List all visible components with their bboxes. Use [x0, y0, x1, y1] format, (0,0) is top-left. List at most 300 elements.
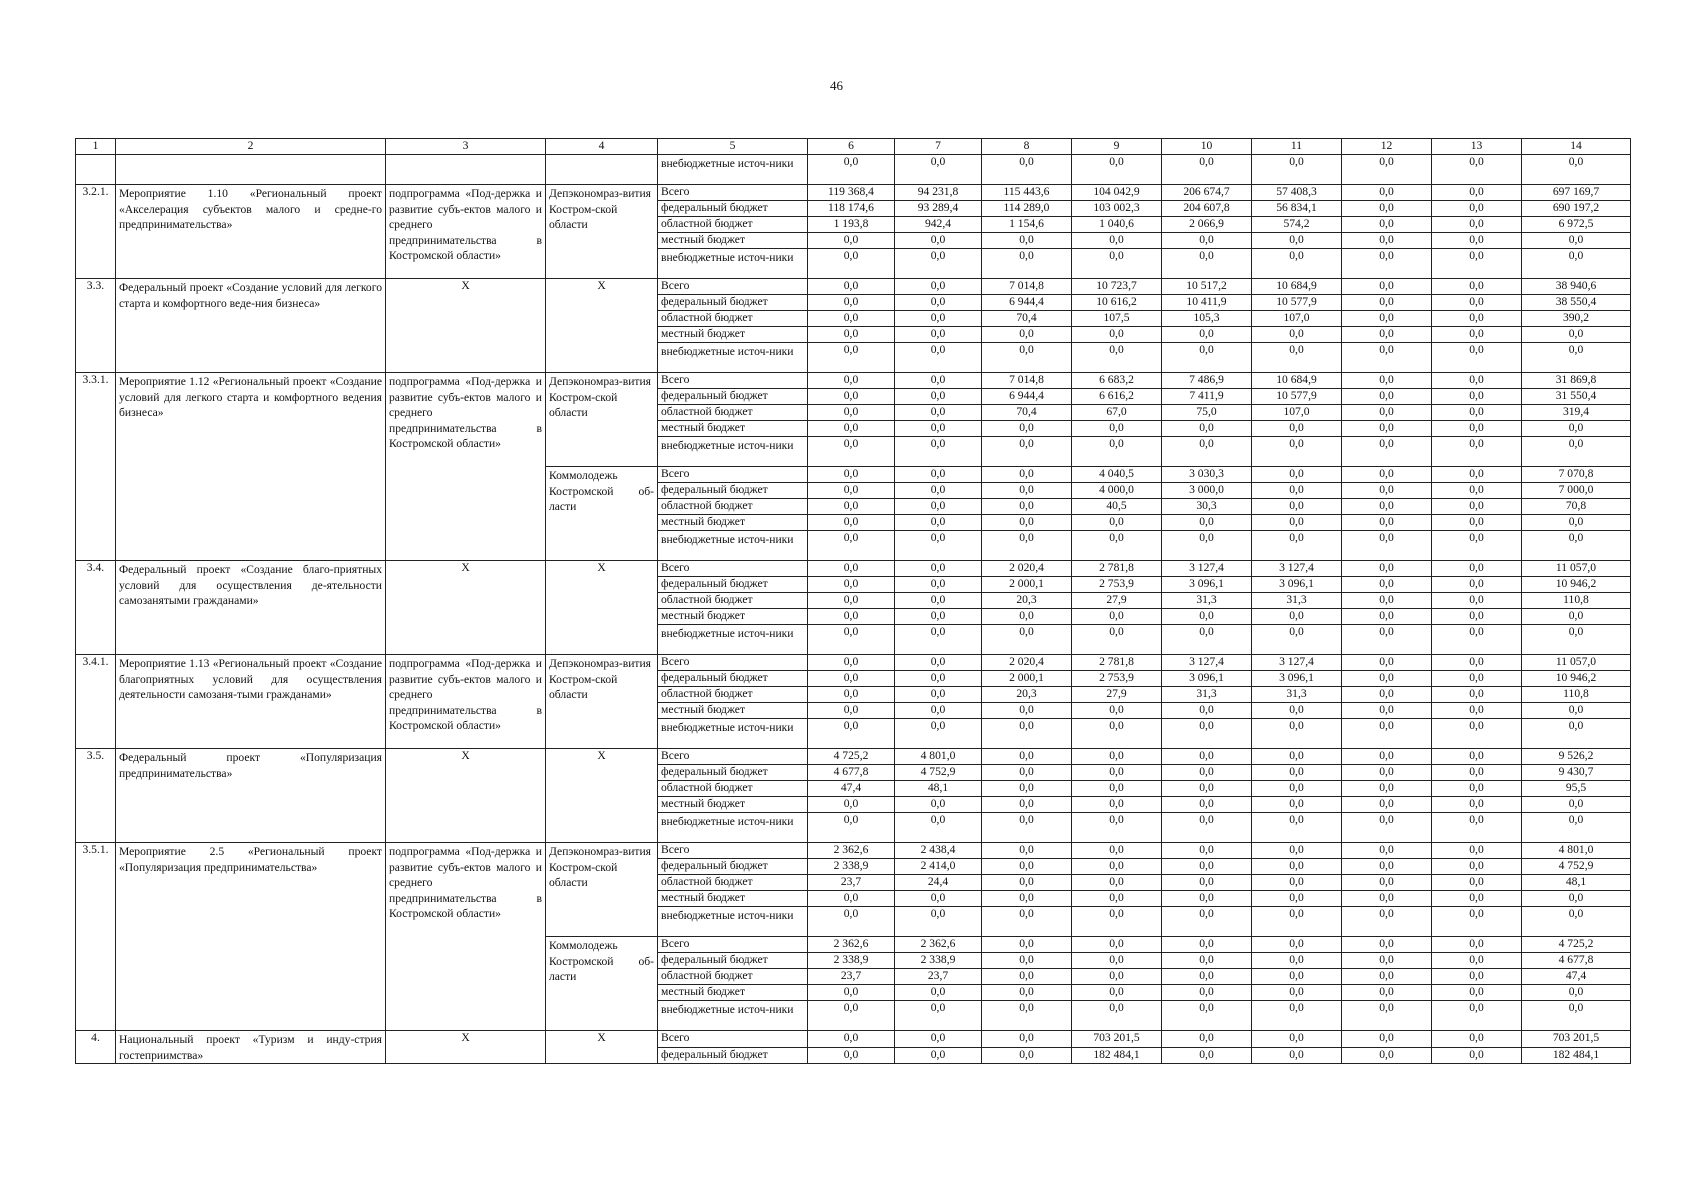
amount-cell: 7 014,8 — [982, 279, 1072, 295]
amount-cell: 0,0 — [1252, 719, 1342, 749]
amount-cell: 0,0 — [1252, 343, 1342, 373]
amount-cell: 0,0 — [1432, 859, 1522, 875]
amount-cell: 31,3 — [1162, 593, 1252, 609]
amount-cell: 24,4 — [895, 875, 982, 891]
amount-cell: 4 677,8 — [1522, 953, 1631, 969]
funding-source: областной бюджет — [658, 311, 808, 327]
funding-source: областной бюджет — [658, 217, 808, 233]
amount-cell: 0,0 — [808, 577, 895, 593]
amount-cell: 0,0 — [982, 985, 1072, 1001]
funding-source: внебюджетные источ-ники — [658, 343, 808, 373]
amount-cell: 67,0 — [1072, 405, 1162, 421]
amount-cell: 0,0 — [1342, 687, 1432, 703]
table-row — [76, 843, 1631, 859]
amount-cell: 0,0 — [895, 813, 982, 843]
amount-cell: 6 972,5 — [1522, 217, 1631, 233]
amount-cell: 0,0 — [982, 969, 1072, 985]
amount-cell: 0,0 — [1252, 813, 1342, 843]
amount-cell: 0,0 — [1432, 405, 1522, 421]
amount-cell: 0,0 — [1432, 561, 1522, 577]
amount-cell: 0,0 — [1522, 609, 1631, 625]
amount-cell: 0,0 — [1342, 671, 1432, 687]
amount-cell: 0,0 — [1432, 531, 1522, 561]
amount-cell: 0,0 — [1432, 655, 1522, 671]
amount-cell: 0,0 — [1522, 1001, 1631, 1031]
item-code: 3.2.1. — [76, 185, 116, 279]
funding-source: Всего — [658, 749, 808, 765]
amount-cell: 2 781,8 — [1072, 561, 1162, 577]
funding-source: федеральный бюджет — [658, 671, 808, 687]
amount-cell: 0,0 — [895, 405, 982, 421]
amount-cell: 23,7 — [808, 875, 895, 891]
amount-cell: 0,0 — [1072, 437, 1162, 467]
amount-cell: 0,0 — [808, 233, 895, 249]
funding-source: внебюджетные источ-ники — [658, 625, 808, 655]
amount-cell: 0,0 — [1072, 813, 1162, 843]
amount-cell: 7 486,9 — [1162, 373, 1252, 389]
amount-cell: 0,0 — [982, 937, 1072, 953]
amount-cell: 0,0 — [895, 295, 982, 311]
column-number: 6 — [808, 139, 895, 155]
amount-cell: 56 834,1 — [1252, 201, 1342, 217]
funding-source: местный бюджет — [658, 421, 808, 437]
table-row — [76, 185, 1631, 201]
amount-cell: 0,0 — [895, 625, 982, 655]
amount-cell: 107,0 — [1252, 405, 1342, 421]
amount-cell: 110,8 — [1522, 593, 1631, 609]
amount-cell: 2 020,4 — [982, 655, 1072, 671]
amount-cell: 0,0 — [1162, 765, 1252, 781]
amount-cell: 0,0 — [982, 765, 1072, 781]
amount-cell: 0,0 — [982, 797, 1072, 813]
amount-cell: 0,0 — [1252, 1031, 1342, 1048]
amount-cell: 0,0 — [1162, 813, 1252, 843]
funding-source: областной бюджет — [658, 969, 808, 985]
table-row — [76, 279, 1631, 295]
amount-cell: 7 014,8 — [982, 373, 1072, 389]
amount-cell: 0,0 — [1342, 389, 1432, 405]
funding-source: Всего — [658, 279, 808, 295]
amount-cell: 0,0 — [982, 625, 1072, 655]
amount-cell: 0,0 — [982, 327, 1072, 343]
amount-cell: 0,0 — [895, 279, 982, 295]
amount-cell: 0,0 — [1522, 327, 1631, 343]
item-executor: X — [546, 1031, 658, 1064]
table-row — [76, 155, 1631, 185]
amount-cell: 0,0 — [1342, 217, 1432, 233]
amount-cell: 3 127,4 — [1252, 561, 1342, 577]
amount-cell: 0,0 — [1342, 155, 1432, 185]
amount-cell: 0,0 — [1342, 483, 1432, 499]
amount-cell: 0,0 — [895, 891, 982, 907]
amount-cell: 40,5 — [1072, 499, 1162, 515]
amount-cell: 0,0 — [895, 311, 982, 327]
amount-cell: 0,0 — [1162, 875, 1252, 891]
amount-cell: 0,0 — [1072, 765, 1162, 781]
item-executor: X — [546, 749, 658, 843]
amount-cell: 0,0 — [1432, 279, 1522, 295]
amount-cell: 0,0 — [1432, 295, 1522, 311]
amount-cell: 0,0 — [1252, 843, 1342, 859]
amount-cell: 0,0 — [808, 483, 895, 499]
funding-source: Всего — [658, 1031, 808, 1048]
amount-cell: 0,0 — [1342, 233, 1432, 249]
amount-cell: 0,0 — [1432, 389, 1522, 405]
item-executor: Депэкономраз-вития Костром-ской области — [546, 655, 658, 749]
amount-cell: 0,0 — [1432, 343, 1522, 373]
amount-cell: 30,3 — [1162, 499, 1252, 515]
amount-cell: 0,0 — [808, 405, 895, 421]
amount-cell: 0,0 — [982, 483, 1072, 499]
amount-cell: 6 944,4 — [982, 295, 1072, 311]
amount-cell: 0,0 — [1342, 625, 1432, 655]
amount-cell: 0,0 — [895, 343, 982, 373]
amount-cell: 105,3 — [1162, 311, 1252, 327]
amount-cell: 0,0 — [1432, 155, 1522, 185]
amount-cell: 1 154,6 — [982, 217, 1072, 233]
item-executor: Депэкономраз-вития Костром-ской области — [546, 373, 658, 467]
amount-cell: 0,0 — [895, 719, 982, 749]
amount-cell: 115 443,6 — [982, 185, 1072, 201]
amount-cell: 0,0 — [1342, 531, 1432, 561]
table-row — [76, 561, 1631, 577]
amount-cell: 0,0 — [895, 655, 982, 671]
amount-cell: 0,0 — [1522, 437, 1631, 467]
amount-cell: 0,0 — [808, 437, 895, 467]
amount-cell: 0,0 — [1342, 813, 1432, 843]
funding-source: федеральный бюджет — [658, 295, 808, 311]
amount-cell: 0,0 — [1342, 279, 1432, 295]
amount-cell: 0,0 — [982, 719, 1072, 749]
amount-cell: 0,0 — [1432, 249, 1522, 279]
amount-cell: 0,0 — [1432, 953, 1522, 969]
amount-cell: 31,3 — [1162, 687, 1252, 703]
amount-cell: 0,0 — [895, 499, 982, 515]
amount-cell: 0,0 — [895, 327, 982, 343]
amount-cell: 48,1 — [895, 781, 982, 797]
item-code: 4. — [76, 1031, 116, 1064]
funding-source: внебюджетные источ-ники — [658, 1001, 808, 1031]
amount-cell: 0,0 — [1432, 483, 1522, 499]
amount-cell: 0,0 — [1162, 891, 1252, 907]
amount-cell: 9 430,7 — [1522, 765, 1631, 781]
amount-cell: 4 000,0 — [1072, 483, 1162, 499]
item-name: Мероприятие 1.10 «Региональный проект «Акселерация субъектов малого и средне-го предпринимательства» — [116, 185, 386, 279]
amount-cell: 703 201,5 — [1072, 1031, 1162, 1048]
amount-cell: 0,0 — [1342, 843, 1432, 859]
amount-cell: 70,4 — [982, 405, 1072, 421]
amount-cell: 0,0 — [1342, 467, 1432, 483]
amount-cell: 690 197,2 — [1522, 201, 1631, 217]
amount-cell: 2 020,4 — [982, 561, 1072, 577]
amount-cell: 390,2 — [1522, 311, 1631, 327]
amount-cell: 0,0 — [895, 1047, 982, 1064]
item-executor: Коммолодежь Костромской об-ласти — [546, 467, 658, 561]
amount-cell: 57 408,3 — [1252, 185, 1342, 201]
amount-cell: 31 550,4 — [1522, 389, 1631, 405]
amount-cell: 0,0 — [1342, 201, 1432, 217]
funding-source: федеральный бюджет — [658, 765, 808, 781]
amount-cell: 119 368,4 — [808, 185, 895, 201]
amount-cell: 0,0 — [1162, 843, 1252, 859]
amount-cell: 0,0 — [895, 593, 982, 609]
amount-cell: 0,0 — [808, 467, 895, 483]
item-name: Мероприятие 1.12 «Региональный проект «Создание условий для легкого старта и комфортного ведения бизнеса» — [116, 373, 386, 561]
amount-cell: 0,0 — [1432, 687, 1522, 703]
amount-cell: 0,0 — [808, 703, 895, 719]
amount-cell: 2 753,9 — [1072, 671, 1162, 687]
amount-cell: 0,0 — [1432, 185, 1522, 201]
amount-cell: 0,0 — [1432, 421, 1522, 437]
amount-cell: 0,0 — [982, 609, 1072, 625]
amount-cell: 0,0 — [895, 155, 982, 185]
item-executor: X — [546, 561, 658, 655]
amount-cell: 48,1 — [1522, 875, 1631, 891]
amount-cell: 0,0 — [1072, 1001, 1162, 1031]
funding-source: внебюджетные источ-ники — [658, 719, 808, 749]
amount-cell: 0,0 — [1432, 437, 1522, 467]
amount-cell: 7 070,8 — [1522, 467, 1631, 483]
amount-cell: 0,0 — [1432, 593, 1522, 609]
funding-source: федеральный бюджет — [658, 1047, 808, 1064]
amount-cell: 942,4 — [895, 217, 982, 233]
item-code — [76, 155, 116, 185]
funding-source: областной бюджет — [658, 687, 808, 703]
amount-cell: 2 000,1 — [982, 577, 1072, 593]
item-name: Мероприятие 2.5 «Региональный проект «Популяризация предпринимательства» — [116, 843, 386, 1031]
column-number: 1 — [76, 139, 116, 155]
amount-cell: 0,0 — [1162, 343, 1252, 373]
amount-cell: 0,0 — [1252, 531, 1342, 561]
amount-cell: 0,0 — [1432, 1031, 1522, 1048]
amount-cell: 38 940,6 — [1522, 279, 1631, 295]
amount-cell: 9 526,2 — [1522, 749, 1631, 765]
amount-cell: 0,0 — [808, 671, 895, 687]
amount-cell: 0,0 — [1432, 781, 1522, 797]
amount-cell: 0,0 — [1522, 891, 1631, 907]
amount-cell: 0,0 — [1342, 373, 1432, 389]
amount-cell: 4 801,0 — [895, 749, 982, 765]
item-code: 3.3. — [76, 279, 116, 373]
amount-cell: 4 725,2 — [1522, 937, 1631, 953]
amount-cell: 0,0 — [1162, 859, 1252, 875]
item-name — [116, 155, 386, 185]
amount-cell: 0,0 — [1342, 937, 1432, 953]
amount-cell: 0,0 — [1072, 421, 1162, 437]
amount-cell: 0,0 — [808, 1047, 895, 1064]
amount-cell: 0,0 — [1072, 703, 1162, 719]
amount-cell: 0,0 — [1342, 437, 1432, 467]
funding-source: местный бюджет — [658, 233, 808, 249]
amount-cell: 0,0 — [982, 437, 1072, 467]
amount-cell: 0,0 — [808, 907, 895, 937]
amount-cell: 0,0 — [1252, 515, 1342, 531]
amount-cell: 697 169,7 — [1522, 185, 1631, 201]
amount-cell: 0,0 — [982, 907, 1072, 937]
column-number: 7 — [895, 139, 982, 155]
amount-cell: 2 362,6 — [895, 937, 982, 953]
item-program — [386, 155, 546, 185]
amount-cell: 3 096,1 — [1162, 671, 1252, 687]
amount-cell: 0,0 — [1342, 969, 1432, 985]
amount-cell: 0,0 — [1072, 985, 1162, 1001]
amount-cell: 0,0 — [1162, 233, 1252, 249]
amount-cell: 0,0 — [1252, 155, 1342, 185]
amount-cell: 0,0 — [1162, 155, 1252, 185]
amount-cell: 0,0 — [808, 1001, 895, 1031]
amount-cell: 0,0 — [1342, 561, 1432, 577]
amount-cell: 0,0 — [1432, 577, 1522, 593]
item-name: Федеральный проект «Создание условий для легкого старта и комфортного веде-ния бизнеса» — [116, 279, 386, 373]
amount-cell: 2 753,9 — [1072, 577, 1162, 593]
amount-cell: 0,0 — [1432, 813, 1522, 843]
amount-cell: 0,0 — [1342, 953, 1432, 969]
funding-source: федеральный бюджет — [658, 201, 808, 217]
amount-cell: 2 338,9 — [808, 953, 895, 969]
funding-source: внебюджетные источ-ники — [658, 531, 808, 561]
amount-cell: 31,3 — [1252, 593, 1342, 609]
amount-cell: 38 550,4 — [1522, 295, 1631, 311]
funding-source: федеральный бюджет — [658, 859, 808, 875]
amount-cell: 0,0 — [1072, 891, 1162, 907]
amount-cell: 0,0 — [982, 859, 1072, 875]
amount-cell: 0,0 — [808, 891, 895, 907]
amount-cell: 0,0 — [808, 515, 895, 531]
amount-cell: 0,0 — [982, 515, 1072, 531]
amount-cell: 0,0 — [1522, 249, 1631, 279]
amount-cell: 0,0 — [1342, 295, 1432, 311]
amount-cell: 0,0 — [1432, 671, 1522, 687]
amount-cell: 2 414,0 — [895, 859, 982, 875]
column-number: 9 — [1072, 139, 1162, 155]
item-executor: X — [546, 279, 658, 373]
amount-cell: 3 127,4 — [1252, 655, 1342, 671]
amount-cell: 0,0 — [895, 609, 982, 625]
amount-cell: 20,3 — [982, 593, 1072, 609]
item-code: 3.4. — [76, 561, 116, 655]
amount-cell: 0,0 — [982, 891, 1072, 907]
amount-cell: 114 289,0 — [982, 201, 1072, 217]
funding-source: федеральный бюджет — [658, 483, 808, 499]
amount-cell: 0,0 — [1252, 1047, 1342, 1064]
amount-cell: 23,7 — [895, 969, 982, 985]
amount-cell: 20,3 — [982, 687, 1072, 703]
amount-cell: 0,0 — [1432, 217, 1522, 233]
amount-cell: 0,0 — [1522, 813, 1631, 843]
funding-source: областной бюджет — [658, 875, 808, 891]
amount-cell: 6 944,4 — [982, 389, 1072, 405]
column-number-row — [76, 139, 1631, 155]
amount-cell: 0,0 — [1432, 1047, 1522, 1064]
amount-cell: 0,0 — [895, 671, 982, 687]
amount-cell: 0,0 — [1432, 969, 1522, 985]
column-number: 4 — [546, 139, 658, 155]
amount-cell: 0,0 — [982, 953, 1072, 969]
amount-cell: 0,0 — [1252, 797, 1342, 813]
item-program: подпрограмма «Под-держка и развитие субъ-ектов малого и среднего предпринимательства в Костромской области» — [386, 185, 546, 279]
amount-cell: 0,0 — [1162, 749, 1252, 765]
item-program: X — [386, 561, 546, 655]
amount-cell: 182 484,1 — [1072, 1047, 1162, 1064]
amount-cell: 0,0 — [1252, 233, 1342, 249]
amount-cell: 0,0 — [1252, 937, 1342, 953]
amount-cell: 0,0 — [1162, 1001, 1252, 1031]
column-number: 3 — [386, 139, 546, 155]
amount-cell: 0,0 — [895, 233, 982, 249]
amount-cell: 574,2 — [1252, 217, 1342, 233]
amount-cell: 6 683,2 — [1072, 373, 1162, 389]
amount-cell: 0,0 — [808, 295, 895, 311]
amount-cell: 0,0 — [982, 531, 1072, 561]
amount-cell: 0,0 — [808, 155, 895, 185]
amount-cell: 0,0 — [1522, 985, 1631, 1001]
amount-cell: 2 338,9 — [808, 859, 895, 875]
amount-cell: 104 042,9 — [1072, 185, 1162, 201]
amount-cell: 0,0 — [1252, 609, 1342, 625]
amount-cell: 0,0 — [982, 703, 1072, 719]
amount-cell: 0,0 — [1072, 953, 1162, 969]
amount-cell: 0,0 — [1432, 499, 1522, 515]
amount-cell: 0,0 — [1252, 1001, 1342, 1031]
amount-cell: 4 677,8 — [808, 765, 895, 781]
amount-cell: 107,0 — [1252, 311, 1342, 327]
amount-cell: 4 752,9 — [895, 765, 982, 781]
amount-cell: 3 096,1 — [1162, 577, 1252, 593]
amount-cell: 2 362,6 — [808, 843, 895, 859]
amount-cell: 703 201,5 — [1522, 1031, 1631, 1048]
amount-cell: 2 338,9 — [895, 953, 982, 969]
amount-cell: 0,0 — [808, 421, 895, 437]
amount-cell: 6 616,2 — [1072, 389, 1162, 405]
amount-cell: 0,0 — [1252, 891, 1342, 907]
item-code: 3.4.1. — [76, 655, 116, 749]
funding-source: местный бюджет — [658, 703, 808, 719]
amount-cell: 0,0 — [1252, 985, 1342, 1001]
column-number: 8 — [982, 139, 1072, 155]
amount-cell: 0,0 — [1162, 1047, 1252, 1064]
funding-source: Всего — [658, 937, 808, 953]
amount-cell: 0,0 — [895, 467, 982, 483]
amount-cell: 7 411,9 — [1162, 389, 1252, 405]
amount-cell: 0,0 — [808, 593, 895, 609]
amount-cell: 93 289,4 — [895, 201, 982, 217]
item-executor: Коммолодежь Костромской об-ласти — [546, 937, 658, 1031]
funding-source: областной бюджет — [658, 593, 808, 609]
amount-cell: 0,0 — [982, 781, 1072, 797]
amount-cell: 0,0 — [1522, 797, 1631, 813]
item-program: подпрограмма «Под-держка и развитие субъ-ектов малого и среднего предпринимательства в Костромской области» — [386, 373, 546, 561]
amount-cell: 10 723,7 — [1072, 279, 1162, 295]
amount-cell: 0,0 — [982, 421, 1072, 437]
budget-table — [75, 138, 1631, 1064]
amount-cell: 0,0 — [1432, 907, 1522, 937]
amount-cell: 0,0 — [982, 875, 1072, 891]
amount-cell: 0,0 — [895, 373, 982, 389]
amount-cell: 0,0 — [808, 343, 895, 373]
amount-cell: 0,0 — [1432, 875, 1522, 891]
amount-cell: 0,0 — [1072, 797, 1162, 813]
amount-cell: 0,0 — [982, 343, 1072, 373]
amount-cell: 0,0 — [1522, 233, 1631, 249]
item-executor: Депэкономраз-вития Костром-ской области — [546, 843, 658, 937]
amount-cell: 0,0 — [1162, 515, 1252, 531]
amount-cell: 0,0 — [982, 1047, 1072, 1064]
funding-source: Всего — [658, 655, 808, 671]
amount-cell: 0,0 — [895, 437, 982, 467]
amount-cell: 0,0 — [808, 373, 895, 389]
table-row — [76, 373, 1631, 389]
amount-cell: 0,0 — [982, 1001, 1072, 1031]
